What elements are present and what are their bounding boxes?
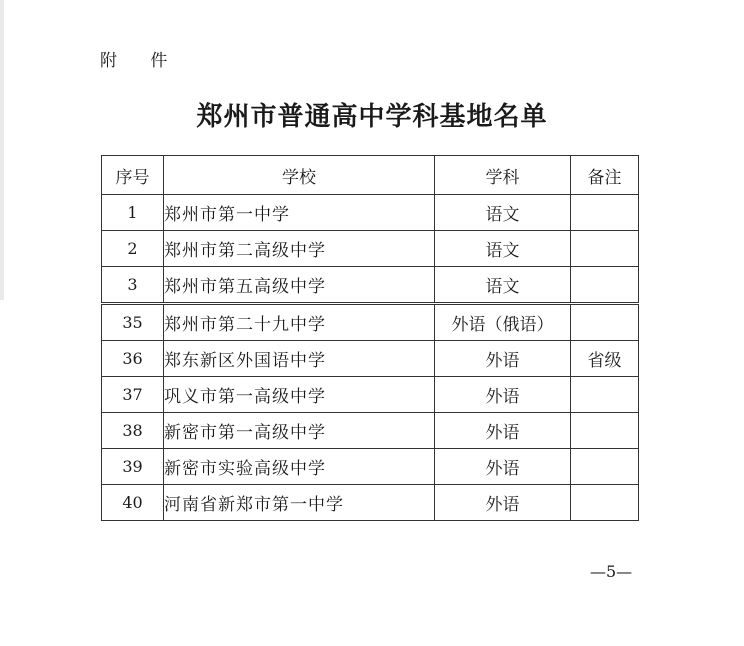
cell-no: 3 — [102, 267, 164, 304]
cell-no: 2 — [102, 231, 164, 267]
cell-subject: 外语 — [435, 377, 571, 413]
table-row — [102, 267, 639, 304]
cell-note — [571, 413, 639, 449]
cell-school: 河南省新郑市第一中学 — [164, 485, 435, 521]
cell-subject: 外语 — [435, 413, 571, 449]
table-row — [102, 485, 639, 521]
header-school: 学校 — [164, 156, 435, 195]
header-no: 序号 — [102, 156, 164, 195]
table-row — [102, 449, 639, 485]
table-row — [102, 231, 639, 267]
table-row — [102, 304, 639, 341]
cell-subject: 语文 — [435, 267, 571, 304]
cell-school: 郑州市第二高级中学 — [164, 231, 435, 267]
cell-school: 巩义市第一高级中学 — [164, 377, 435, 413]
cell-subject: 外语（俄语） — [435, 304, 571, 341]
page-number: —5— — [590, 562, 633, 581]
table-header-row — [102, 156, 639, 195]
cell-no: 40 — [102, 485, 164, 521]
table-row — [102, 195, 639, 231]
cell-school: 郑州市第二十九中学 — [164, 304, 435, 341]
cell-note — [571, 304, 639, 341]
cell-school: 郑东新区外国语中学 — [164, 341, 435, 377]
cell-note: 省级 — [571, 341, 639, 377]
cell-note — [571, 485, 639, 521]
cell-note — [571, 377, 639, 413]
cell-school: 新密市第一高级中学 — [164, 413, 435, 449]
cell-school: 郑州市第一中学 — [164, 195, 435, 231]
table-row — [102, 413, 639, 449]
header-note: 备注 — [571, 156, 639, 195]
attachment-label: 附 件 — [100, 51, 182, 71]
cell-subject: 外语 — [435, 485, 571, 521]
cell-school: 新密市实验高级中学 — [164, 449, 435, 485]
cell-no: 36 — [102, 341, 164, 377]
cell-no: 35 — [102, 304, 164, 341]
cell-subject: 语文 — [435, 231, 571, 267]
cell-no: 38 — [102, 413, 164, 449]
cell-subject: 外语 — [435, 341, 571, 377]
table-row — [102, 377, 639, 413]
header-subject: 学科 — [435, 156, 571, 195]
cell-note — [571, 231, 639, 267]
cell-no: 39 — [102, 449, 164, 485]
table-row — [102, 341, 639, 377]
cell-no: 1 — [102, 195, 164, 231]
cell-note — [571, 449, 639, 485]
cell-subject: 语文 — [435, 195, 571, 231]
cell-subject: 外语 — [435, 449, 571, 485]
cell-note — [571, 267, 639, 304]
cell-note — [571, 195, 639, 231]
cell-school: 郑州市第五高级中学 — [164, 267, 435, 304]
cell-no: 37 — [102, 377, 164, 413]
scan-edge-shadow — [0, 0, 4, 300]
document-title: 郑州市普通高中学科基地名单 — [196, 102, 548, 132]
school-list-table — [101, 155, 639, 521]
